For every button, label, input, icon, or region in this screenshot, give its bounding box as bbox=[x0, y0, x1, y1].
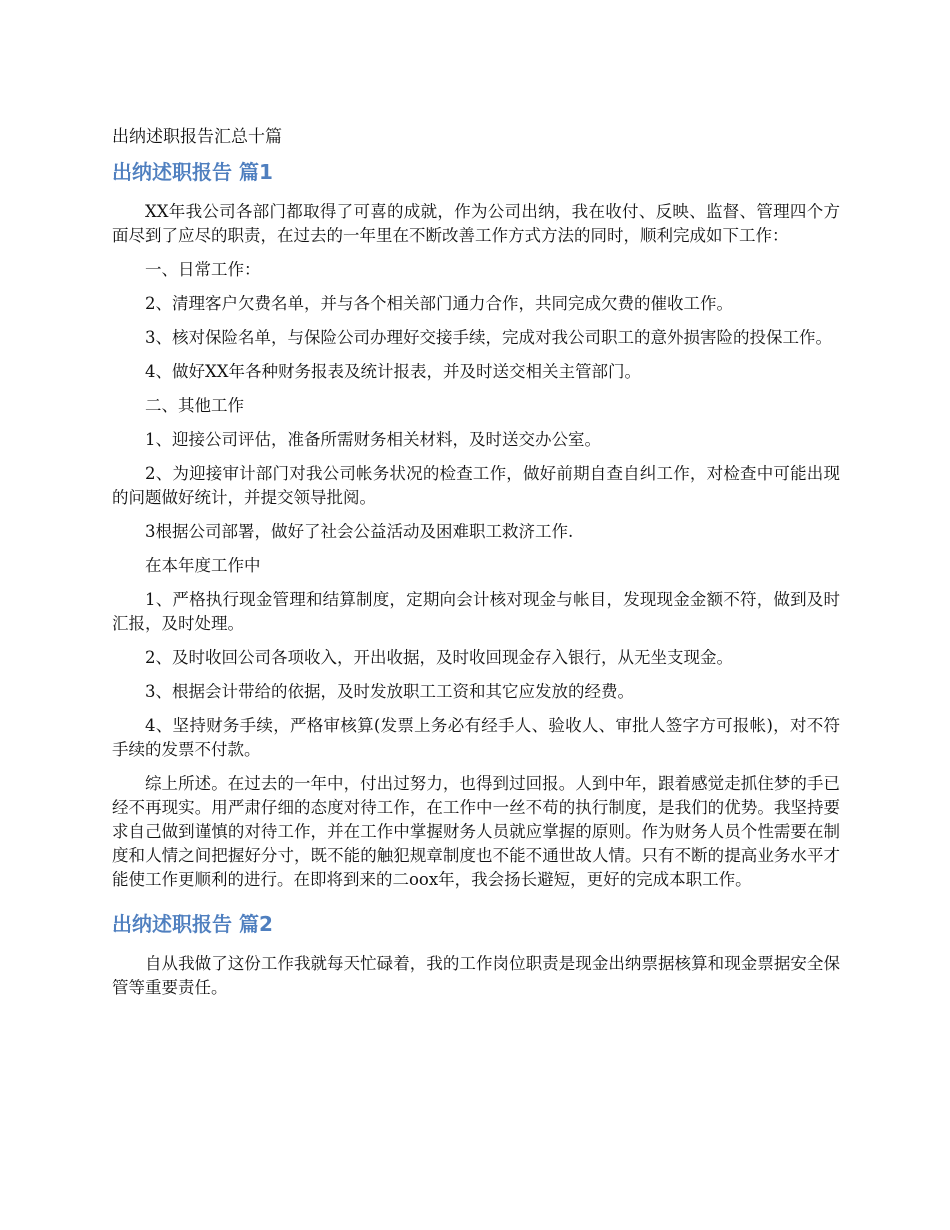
section-1 bbox=[112, 158, 840, 892]
paragraph: 2、及时收回公司各项收入，开出收据，及时收回现金存入银行，从无坐支现金。 bbox=[145, 648, 733, 667]
document-title: 出纳述职报告汇总十篇 bbox=[112, 127, 282, 147]
paragraph: 一、日常工作： bbox=[145, 260, 261, 279]
paragraph: 在本年度工作中 bbox=[145, 556, 261, 575]
paragraph: 3、核对保险名单，与保险公司办理好交接手续，完成对我公司职工的意外损害险的投保工作。 bbox=[145, 328, 832, 347]
section-2 bbox=[112, 910, 840, 1000]
paragraph: 2、为迎接审计部门对我公司帐务状况的检查工作，做好前期自查自纠工作，对检查中可能出现的问题做好统计，并提交领导批阅。 bbox=[112, 464, 840, 507]
paragraph: 自从我做了这份工作我就每天忙碌着，我的工作岗位职责是现金出纳票据核算和现金票据安全保管等重要责任。 bbox=[112, 954, 840, 997]
paragraph: 综上所述。在过去的一年中，付出过努力，也得到过回报。人到中年，跟着感觉走抓住梦的手已经不再现实。用严肃仔细的态度对待工作，在工作中一丝不苟的执行制度，是我们的优势。我坚持要求自己做到谨慎的对待工作，并在工作中掌握财务人员就应掌握的原则。作为财务人员个性需要在制度和人情之间把握好分寸，既不能的触犯规章制度也不能不通世故人情。只有不断的提高业务水平才能使工作更顺利的进行。在即将到来的二oox年，我会扬长避短，更好的完成本职工作。 bbox=[112, 774, 840, 889]
paragraph: 3根据公司部署，做好了社会公益活动及困难职工救济工作. bbox=[145, 522, 574, 541]
section-heading: 出纳述职报告 篇2 bbox=[112, 912, 273, 936]
paragraph: 1、严格执行现金管理和结算制度，定期向会计核对现金与帐目，发现现金金额不符，做到及时汇报，及时处理。 bbox=[112, 590, 840, 633]
section-heading: 出纳述职报告 篇1 bbox=[112, 160, 273, 184]
paragraph: 4、坚持财务手续，严格审核算(发票上务必有经手人、验收人、审批人签字方可报帐)，对不符手续的发票不付款。 bbox=[112, 716, 840, 759]
document-page bbox=[112, 124, 840, 1010]
section-spacer bbox=[112, 902, 840, 910]
paragraph: 1、迎接公司评估，准备所需财务相关材料，及时送交办公室。 bbox=[145, 430, 601, 449]
paragraph: 4、做好XX年各种财务报表及统计报表，并及时送交相关主管部门。 bbox=[145, 362, 641, 381]
paragraph: 二、其他工作 bbox=[145, 396, 244, 415]
paragraph: 2、清理客户欠费名单，并与各个相关部门通力合作，共同完成欠费的催收工作。 bbox=[145, 294, 733, 313]
paragraph: XX年我公司各部门都取得了可喜的成就，作为公司出纳，我在收付、反映、监督、管理四个方面尽到了应尽的职责，在过去的一年里在不断改善工作方式方法的同时，顺利完成如下工作： bbox=[112, 202, 840, 245]
paragraph: 3、根据会计带给的依据，及时发放职工工资和其它应发放的经费。 bbox=[145, 682, 634, 701]
